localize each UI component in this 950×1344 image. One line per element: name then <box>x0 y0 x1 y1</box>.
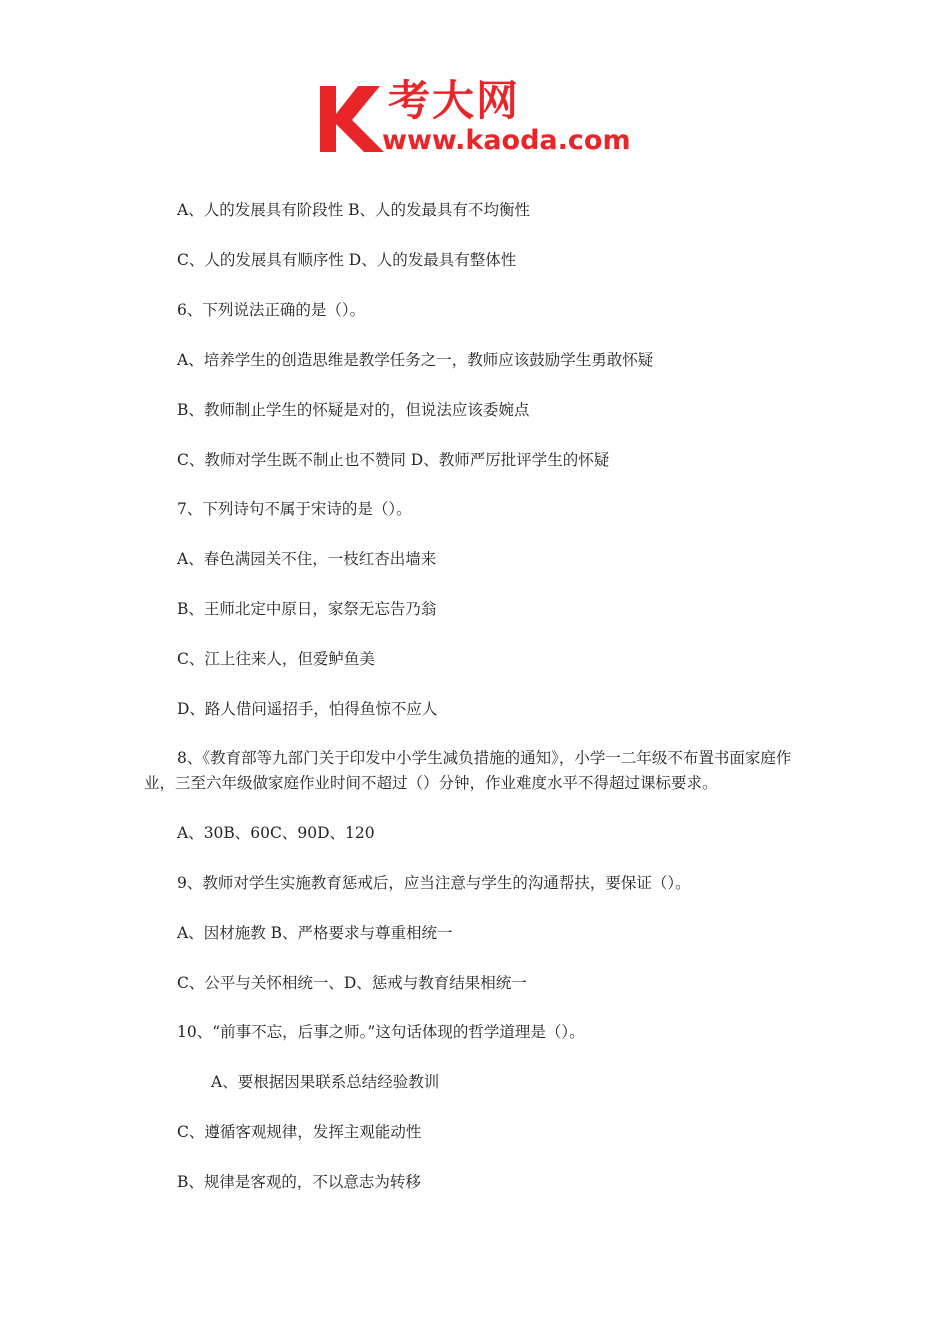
question-7-stem: 7、下列诗句不属于宋诗的是（）。 <box>177 500 412 518</box>
question-9-options-ab: A、因材施教 B、严格要求与尊重相统一 <box>177 924 453 942</box>
question-5-options-ab: A、人的发展具有阶段性 B、人的发最具有不均衡性 <box>177 201 531 219</box>
question-10-option-c: C、遵循客观规律，发挥主观能动性 <box>177 1123 422 1141</box>
question-6-options-cd: C、教师对学生既不制止也不赞同 D、教师严厉批评学生的怀疑 <box>177 451 610 469</box>
question-7-option-c: C、江上往来人，但爱鲈鱼美 <box>177 650 375 668</box>
question-6-option-b: B、教师制止学生的怀疑是对的，但说法应该委婉点 <box>177 401 530 419</box>
question-5-options-cd: C、人的发展具有顺序性 D、人的发最具有整体性 <box>177 251 517 269</box>
question-10-option-b: B、规律是客观的，不以意志为转移 <box>177 1173 421 1191</box>
question-6-option-a: A、培养学生的创造思维是教学任务之一，教师应该鼓励学生勇敢怀疑 <box>177 351 654 369</box>
logo-url-text: www.kaoda.com <box>382 125 631 156</box>
question-10-option-a: A、要根据因果联系总结经验教训 <box>211 1073 440 1091</box>
question-10-stem: 10、“前事不忘，后事之师。”这句话体现的哲学道理是（）。 <box>177 1023 585 1041</box>
question-8-options: A、30B、60C、90D、120 <box>177 824 375 842</box>
question-7-option-b: B、王师北定中原日，家祭无忘告乃翁 <box>177 600 437 618</box>
question-8-stem: 8、《教育部等九部门关于印发中小学生减负措施的通知》，小学一二年级不布置书面家庭作业，三至六年级做家庭作业时间不超过（）分钟，作业难度水平不得超过课标要求。 <box>144 749 792 792</box>
question-9-options-cd: C、公平与关怀相统一、D、惩戒与教育结果相统一 <box>177 974 527 992</box>
question-7-option-a: A、春色满园关不住，一枝红杏出墙来 <box>177 550 437 568</box>
kaoda-logo <box>318 76 648 162</box>
k-logo-icon <box>318 82 388 154</box>
question-9-stem: 9、教师对学生实施教育惩戒后，应当注意与学生的沟通帮扶，要保证（）。 <box>177 874 691 892</box>
question-7-option-d: D、路人借问遥招手，怕得鱼惊不应人 <box>177 700 438 718</box>
logo-brand-text: 考大网 <box>388 76 521 125</box>
question-6-stem: 6、下列说法正确的是（）。 <box>177 301 366 319</box>
